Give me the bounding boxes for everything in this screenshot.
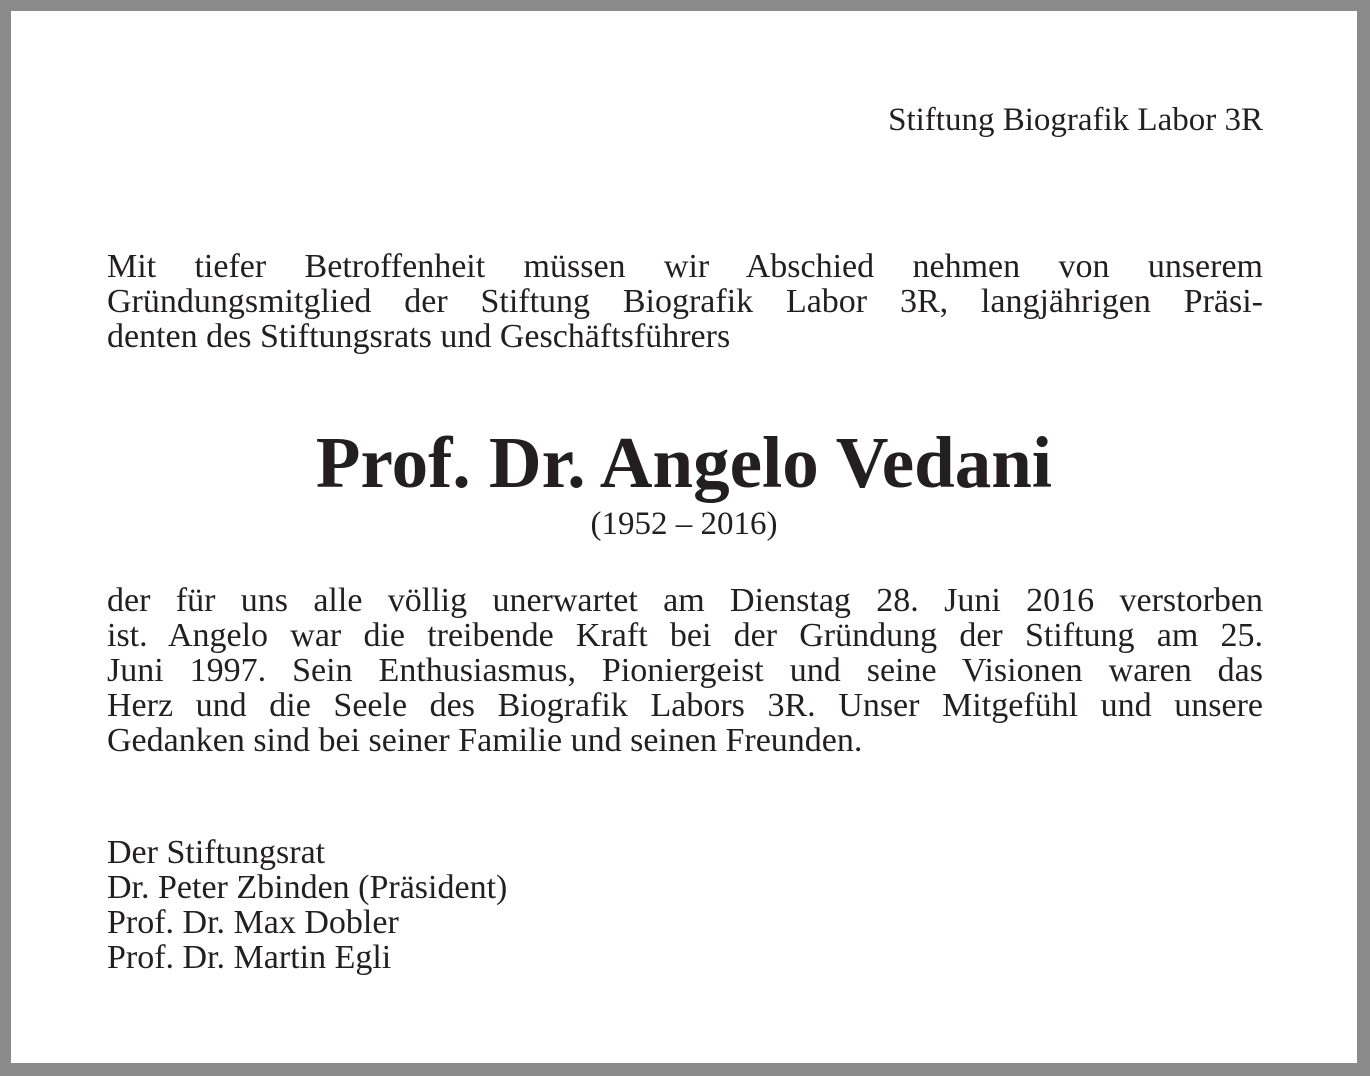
message-line: ist. Angelo war die treibende Kraft bei der Gründung der Stiftung am 25. [107,617,1263,654]
signature-line: Prof. Dr. Martin Egli [107,939,392,976]
message-line: Gedanken sind bei seiner Familie und seinen Freunden. [107,722,863,759]
message-line: Juni 1997. Sein Enthusiasmus, Pioniergeist und seine Visionen waren das [107,652,1263,689]
intro-line: denten des Stiftungsrats und Geschäftsführers [107,318,731,355]
organization-name: Stiftung Biografik Labor 3R [888,102,1263,138]
signature-line: Dr. Peter Zbinden (Präsident) [107,869,508,906]
intro-line: Mit tiefer Betroffenheit müssen wir Abschied nehmen von unserem [107,248,1263,285]
message-line: Herz und die Seele des Biografik Labors 3R. Unser Mitgefühl und unsere [107,687,1263,724]
deceased-years: (1952 – 2016) [590,506,778,542]
signature-line: Prof. Dr. Max Dobler [107,904,399,941]
message-paragraph [107,583,1263,758]
signature-line: Der Stiftungsrat [107,834,326,871]
signature-block [107,835,507,975]
deceased-name: Prof. Dr. Angelo Vedani [315,422,1053,503]
obituary-page [11,11,1357,1063]
intro-paragraph [107,249,1263,354]
message-line: der für uns alle völlig unerwartet am Dienstag 28. Juni 2016 verstorben [107,582,1263,619]
intro-line: Gründungsmitglied der Stiftung Biografik Labor 3R, langjährigen Präsi- [107,283,1263,320]
